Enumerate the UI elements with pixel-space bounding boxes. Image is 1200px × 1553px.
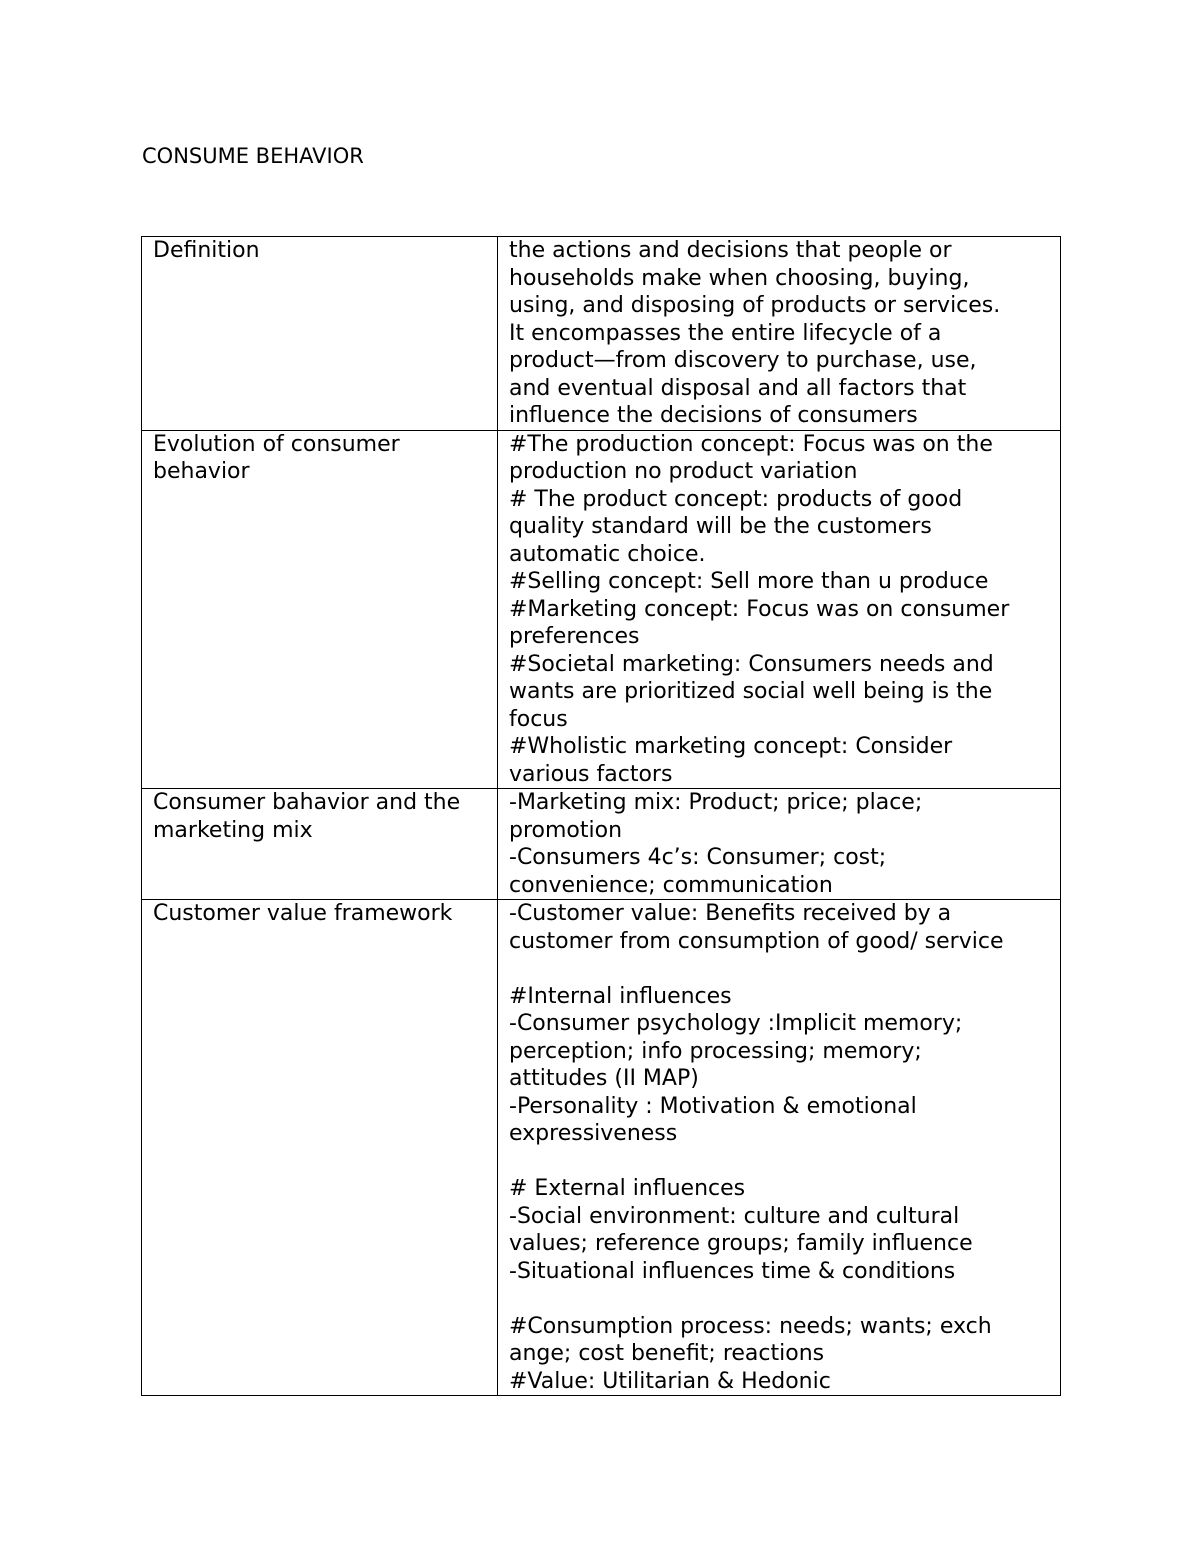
description-line: various factors	[509, 761, 673, 787]
blank-line	[509, 955, 1050, 983]
description-line: convenience; communication	[509, 872, 833, 898]
description-line: and eventual disposal and all factors that	[509, 375, 967, 401]
document-title: CONSUME BEHAVIOR	[142, 144, 364, 168]
table-row	[142, 237, 1061, 431]
description-line: attitudes (II MAP)	[509, 1066, 699, 1091]
term-cell	[142, 900, 498, 1396]
description-cell	[498, 237, 1061, 431]
description-line: expressiveness	[509, 1121, 678, 1146]
description-line: -Customer value: Benefits received by a	[509, 901, 952, 926]
description-line: -Situational influences time & conditions	[509, 1258, 956, 1284]
blank-line	[509, 1285, 1050, 1313]
description-line: focus	[509, 706, 568, 732]
description-line: -Consumers 4c’s: Consumer; cost;	[509, 845, 887, 870]
term-line: marketing mix	[153, 817, 313, 843]
description-line: # The product concept: products of good	[509, 486, 963, 512]
description-line: ange; cost benefit; reactions	[509, 1341, 825, 1366]
term-line: Evolution of consumer	[153, 431, 400, 457]
description-line: -Marketing mix: Product; price; place;	[509, 790, 923, 815]
blank-line	[509, 1148, 1050, 1176]
description-line: # External influences	[509, 1176, 746, 1201]
term-line: Customer value framework	[153, 901, 453, 926]
description-line: #The production concept: Focus was on the	[509, 431, 993, 457]
description-line: product—from discovery to purchase, use,	[509, 348, 977, 373]
term-cell	[142, 237, 498, 431]
table-row	[142, 789, 1061, 900]
description-line: production no product variation	[509, 459, 858, 484]
description-line: It encompasses the entire lifecycle of a	[509, 320, 942, 346]
table-row	[142, 430, 1061, 789]
table-row	[142, 900, 1061, 1396]
description-line: wants are prioritized social well being is the	[509, 679, 993, 704]
description-cell	[498, 430, 1061, 789]
description-line: #Value: Utilitarian & Hedonic	[509, 1368, 831, 1394]
description-line: customer from consumption of good/ service	[509, 928, 1004, 954]
description-line: #Internal influences	[509, 983, 732, 1009]
description-line: #Selling concept: Sell more than u produce	[509, 569, 989, 594]
term-line: Consumer bahavior and the	[153, 790, 461, 815]
description-line: preferences	[509, 624, 640, 649]
description-line: #Consumption process: needs; wants; exch	[509, 1313, 992, 1339]
description-line: influence the decisions of consumers	[509, 403, 918, 428]
term-line: behavior	[153, 459, 250, 484]
description-line: the actions and decisions that people or	[509, 238, 952, 263]
description-line: #Societal marketing: Consumers needs and	[509, 651, 994, 677]
description-line: households make when choosing, buying,	[509, 265, 970, 291]
description-line: -Social environment: culture and cultural	[509, 1203, 960, 1229]
description-line: values; reference groups; family influence	[509, 1231, 973, 1256]
table-body	[142, 237, 1061, 1396]
description-cell	[498, 900, 1061, 1396]
description-line: promotion	[509, 817, 623, 843]
description-line: #Marketing concept: Focus was on consumer	[509, 596, 1010, 622]
description-line: -Personality : Motivation & emotional	[509, 1093, 917, 1119]
description-line: perception; info processing; memory;	[509, 1038, 922, 1064]
description-line: using, and disposing of products or services.	[509, 293, 1001, 318]
description-line: #Wholistic marketing concept: Consider	[509, 734, 953, 759]
term-cell	[142, 789, 498, 900]
description-line: automatic choice.	[509, 541, 706, 567]
description-line: quality standard will be the customers	[509, 514, 932, 539]
description-cell	[498, 789, 1061, 900]
description-line: -Consumer psychology :Implicit memory;	[509, 1011, 963, 1036]
term-line: Definition	[153, 238, 260, 263]
term-cell	[142, 430, 498, 789]
notes-table	[141, 236, 1061, 1396]
